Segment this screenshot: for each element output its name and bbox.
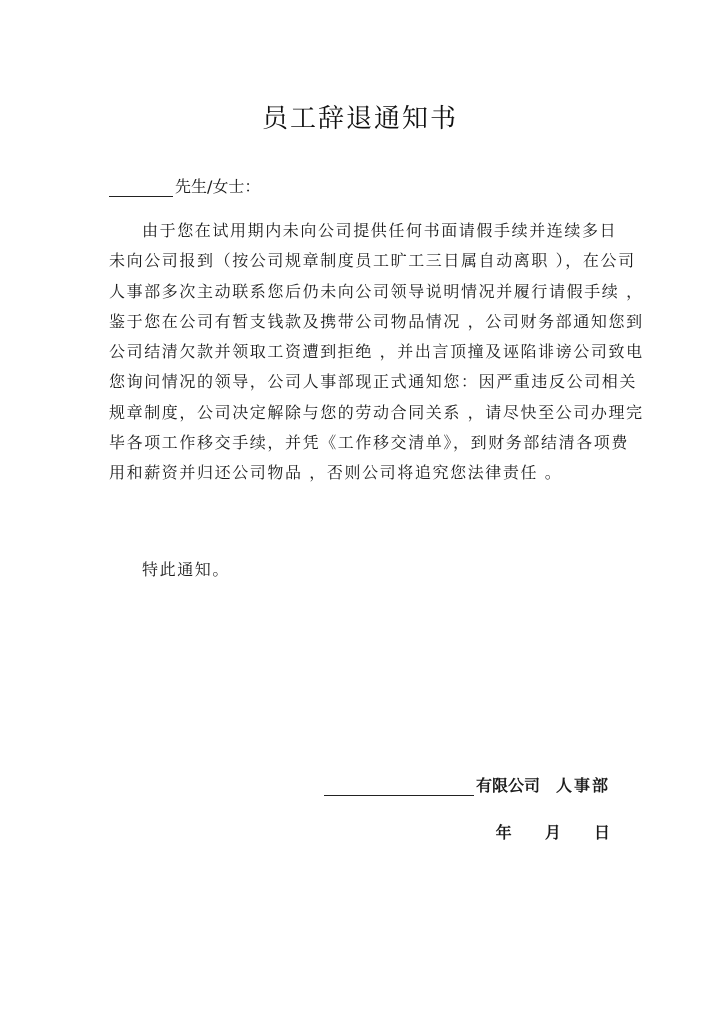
body-line: 您询问情况的领导，公司人事部现正式通知您：因严重违反公司相关 <box>109 372 638 392</box>
document-title: 员工辞退通知书 <box>261 104 458 134</box>
salutation-text: 先生/女士： <box>175 177 261 196</box>
date-month: 月 <box>544 823 561 842</box>
body-line: 规章制度，公司决定解除与您的劳动合同关系 ，请尽快至公司办理完 <box>109 402 644 422</box>
company-suffix: 有限公司 <box>475 776 540 795</box>
notice-body <box>109 216 644 489</box>
body-line: 用和薪资并归还公司物品 ，否则公司将追究您法律责任 。 <box>109 463 563 483</box>
body-line: 毕各项工作移交手续，并凭《工作移交清单》，到财务部结清各项费 <box>109 433 630 453</box>
date-year: 年 <box>495 823 512 842</box>
signature-block <box>324 773 610 796</box>
body-line: 人事部多次主动联系您后仍未向公司领导说明情况并履行请假手续 ， <box>109 281 644 301</box>
department-name: 人事部 <box>555 776 610 795</box>
body-line: 鉴于您在公司有暂支钱款及携带公司物品情况 ，公司财务部通知您到 <box>109 311 644 331</box>
salutation <box>109 174 260 197</box>
body-line: 未向公司报到（按公司规章制度员工旷工三日属自动离职 ），在公司 <box>109 251 636 271</box>
closing-text: 特此通知。 <box>142 560 231 579</box>
date-line <box>496 820 610 843</box>
body-line: 公司结清欠款并领取工资遭到拒绝 ，并出言顶撞及诬陷诽谤公司致电 <box>109 342 644 362</box>
date-day: 日 <box>593 823 610 842</box>
recipient-name-blank <box>109 180 173 197</box>
company-name-blank <box>324 777 474 796</box>
body-line: 由于您在试用期内未向公司提供任何书面请假手续并连续多日 <box>142 221 618 240</box>
